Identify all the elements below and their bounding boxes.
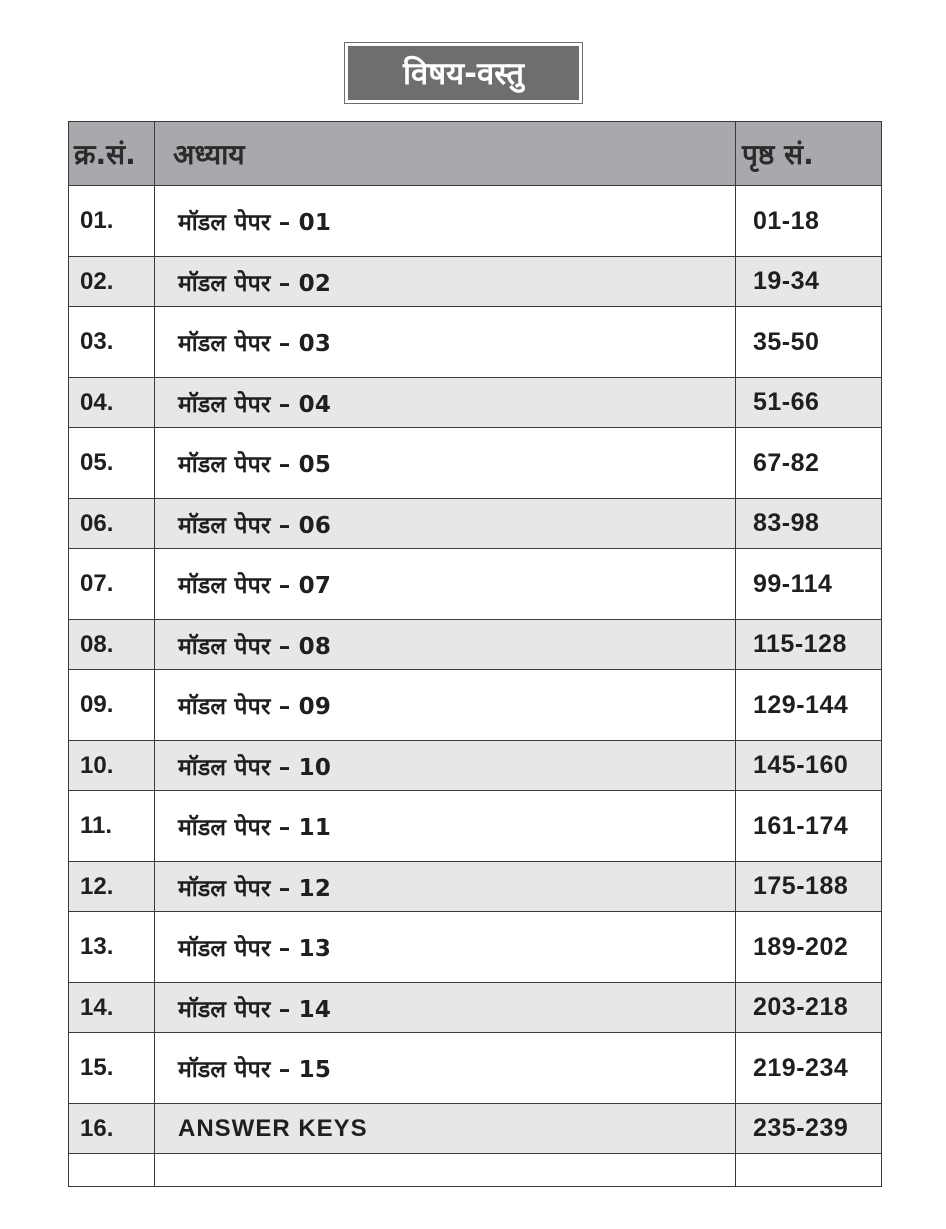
serial-cell: 06. (69, 499, 155, 549)
page-range-cell: 51-66 (736, 378, 882, 428)
header-row (69, 122, 882, 186)
table-row (69, 428, 882, 499)
page-range-cell: 175-188 (736, 862, 882, 912)
chapter-cell: मॉडल पेपर – 07 (155, 549, 736, 620)
table-row (69, 983, 882, 1033)
table-row (69, 549, 882, 620)
chapter-cell: मॉडल पेपर – 11 (155, 791, 736, 862)
page-range-cell: 219-234 (736, 1033, 882, 1104)
table-row (69, 257, 882, 307)
serial-cell: 16. (69, 1104, 155, 1154)
table-row (69, 1033, 882, 1104)
page-range-cell: 19-34 (736, 257, 882, 307)
serial-cell: 03. (69, 307, 155, 378)
table-row (69, 912, 882, 983)
page-range-cell: 129-144 (736, 670, 882, 741)
page-range-cell: 67-82 (736, 428, 882, 499)
table-row (69, 791, 882, 862)
column-header-chapter: अध्याय (155, 122, 736, 186)
empty-cell (69, 1154, 155, 1187)
empty-cell (736, 1154, 882, 1187)
serial-cell: 02. (69, 257, 155, 307)
table-row (69, 741, 882, 791)
chapter-cell: मॉडल पेपर – 02 (155, 257, 736, 307)
chapter-cell: मॉडल पेपर – 08 (155, 620, 736, 670)
table-row (69, 186, 882, 257)
page-range-cell: 115-128 (736, 620, 882, 670)
serial-cell: 12. (69, 862, 155, 912)
chapter-cell: मॉडल पेपर – 10 (155, 741, 736, 791)
table-row (69, 378, 882, 428)
empty-cell (155, 1154, 736, 1187)
page-range-cell: 01-18 (736, 186, 882, 257)
chapter-cell: मॉडल पेपर – 01 (155, 186, 736, 257)
chapter-cell: मॉडल पेपर – 06 (155, 499, 736, 549)
table-row (69, 862, 882, 912)
serial-cell: 09. (69, 670, 155, 741)
page-range-cell: 235-239 (736, 1104, 882, 1154)
page-range-cell: 189-202 (736, 912, 882, 983)
contents-table (68, 121, 882, 1187)
column-header-serial: क्र.सं. (69, 122, 155, 186)
serial-cell: 13. (69, 912, 155, 983)
table-row (69, 499, 882, 549)
contents-body (69, 186, 882, 1187)
serial-cell: 15. (69, 1033, 155, 1104)
chapter-cell: मॉडल पेपर – 12 (155, 862, 736, 912)
title-box (344, 42, 583, 104)
page-title: विषय-वस्तु (348, 46, 579, 100)
chapter-cell: मॉडल पेपर – 05 (155, 428, 736, 499)
page-range-cell: 145-160 (736, 741, 882, 791)
chapter-cell: मॉडल पेपर – 13 (155, 912, 736, 983)
serial-cell: 01. (69, 186, 155, 257)
serial-cell: 04. (69, 378, 155, 428)
empty-row (69, 1154, 882, 1187)
serial-cell: 05. (69, 428, 155, 499)
chapter-cell: मॉडल पेपर – 14 (155, 983, 736, 1033)
table-row (69, 307, 882, 378)
serial-cell: 07. (69, 549, 155, 620)
page-range-cell: 161-174 (736, 791, 882, 862)
table-row (69, 1104, 882, 1154)
chapter-cell: मॉडल पेपर – 04 (155, 378, 736, 428)
serial-cell: 11. (69, 791, 155, 862)
chapter-cell: ANSWER KEYS (155, 1104, 736, 1154)
page-range-cell: 203-218 (736, 983, 882, 1033)
page-range-cell: 99-114 (736, 549, 882, 620)
serial-cell: 08. (69, 620, 155, 670)
table-row (69, 670, 882, 741)
chapter-cell: मॉडल पेपर – 15 (155, 1033, 736, 1104)
column-header-page: पृष्ठ सं. (736, 122, 882, 186)
chapter-cell: मॉडल पेपर – 03 (155, 307, 736, 378)
serial-cell: 14. (69, 983, 155, 1033)
chapter-cell: मॉडल पेपर – 09 (155, 670, 736, 741)
table-row (69, 620, 882, 670)
page-range-cell: 83-98 (736, 499, 882, 549)
page-range-cell: 35-50 (736, 307, 882, 378)
serial-cell: 10. (69, 741, 155, 791)
